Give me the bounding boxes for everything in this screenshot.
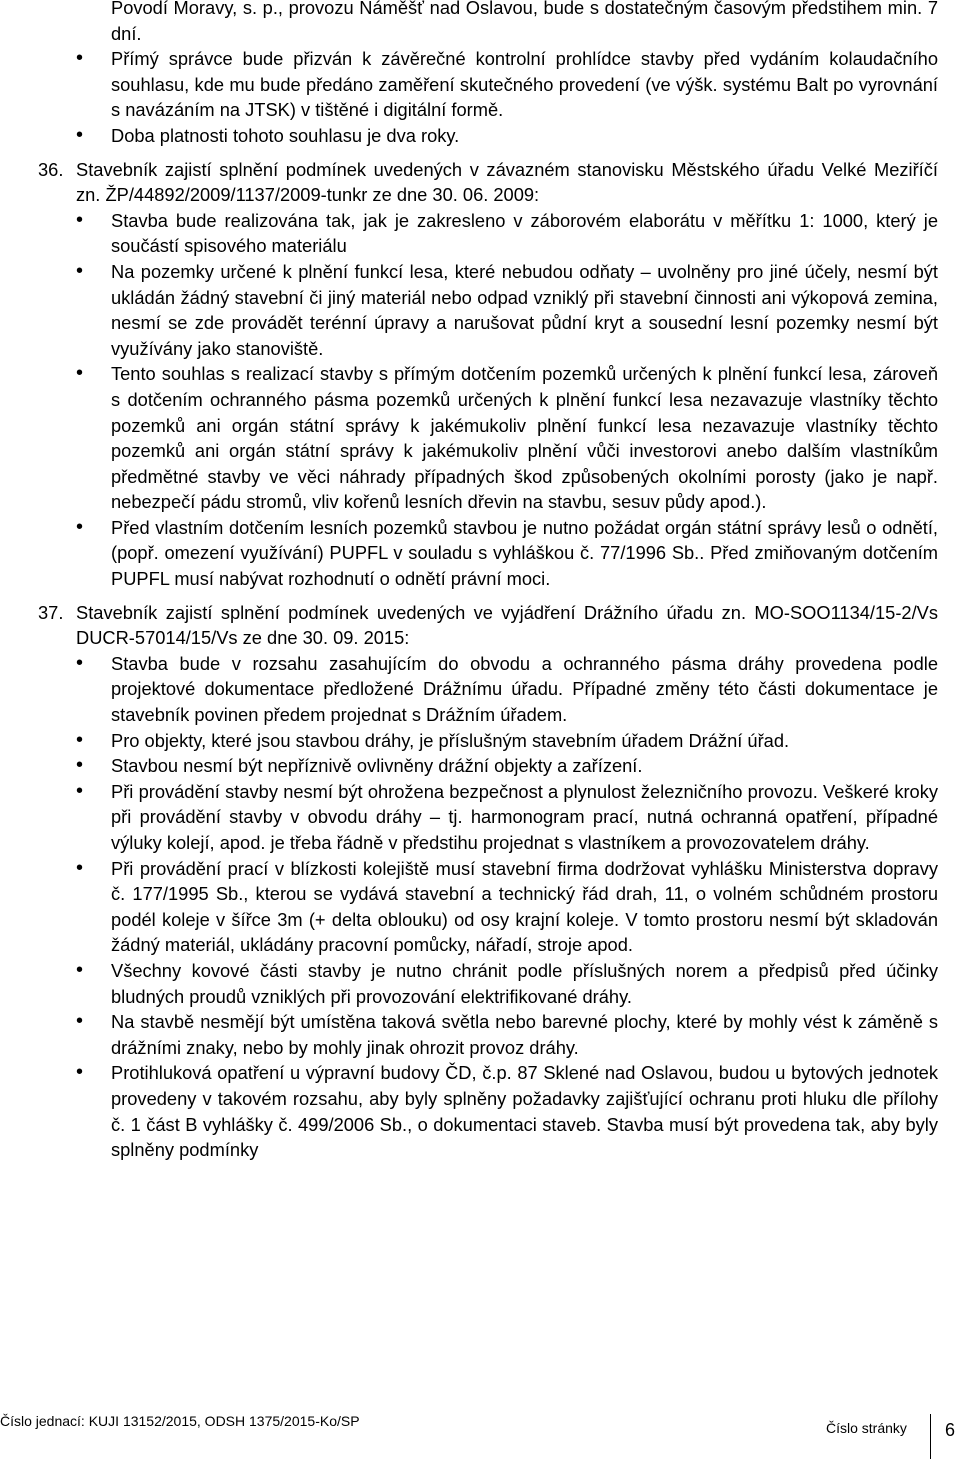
bullet-item: • Přímý správce bude přizván k závěrečné kontrolní prohlídce stavby před vydáním kolaudačního souhlasu, kde mu bude předáno zaměření skutečného provedení (ve výšk. systému Balt po vyrovnání s navázáním na JTSK) v tištěné i digitální formě. bbox=[38, 46, 938, 123]
footer-divider bbox=[930, 1414, 931, 1459]
condition-number: 37. bbox=[38, 601, 64, 623]
condition-number: 36. bbox=[38, 158, 64, 180]
bullet-item: • Na pozemky určené k plnění funkcí lesa, které nebudou odňaty – uvolněny pro jiné účely, nesmí být ukládán žádný stavební či jiný materiál nebo odpad vzniklý při stavební činnosti ani výkopová zemina, nesmí se zde provádět terénní úpravy a narušovat půdní kryt a sousední lesní pozemky nesmí být využívány jako stanoviště. bbox=[38, 259, 938, 361]
footer-page-label: Číslo stránky bbox=[826, 1420, 907, 1436]
bullet-item: • Pro objekty, které jsou stavbou dráhy, je příslušným stavebním úřadem Drážní úřad. bbox=[38, 728, 938, 754]
bullet-item: • Tento souhlas s realizací stavby s přímým dotčením pozemků určených k plnění funkcí lesa, zároveň s dotčením ochranného pásma pozemků určených k plnění funkcí lesa nezavazuje vlastníky těchto pozemků ani orgán státní správy k jakémukoliv plnění funkcí lesa nezavazuje vlastníky těchto pozemků ani orgán státní správy k jakémukoliv plnění vůči investorovi anebo dalším vlastníkům předmětné stavby ve věci náhrady případných škod způsobených okolními porosty (jako je např. nebezpečí pádu stromů, vliv kořenů lesních dřevin na stavbu, sesuv půdy apod.). bbox=[38, 361, 938, 515]
bullet-item: • Při provádění stavby nesmí být ohrožena bezpečnost a plynulost železničního provozu. Veškeré kroky při provádění stavby v obvodu dráhy – tj. harmonogram prací, nutná ochranná opatření, případné výluky kolejí, apod. je třeba řádně v předstihu projednat s vlastníkem a provozovatelem dráhy. bbox=[38, 779, 938, 856]
footer-reference: Číslo jednací: KUJI 13152/2015, ODSH 1375/2015-Ko/SP bbox=[0, 1413, 360, 1429]
intro-continuation bbox=[38, 0, 938, 46]
condition-text: Stavebník zajistí splnění podmínek uvedených v závazném stanovisku Městského úřadu Velké Meziříčí zn. ŽP/44892/2009/1137/2009-tunkr ze dne 30. 06. 2009: bbox=[76, 158, 938, 206]
bullet-item: • Stavba bude realizována tak, jak je zakresleno v záborovém elaborátu v měřítku 1: 1000, který je součástí spisového materiálu bbox=[38, 208, 938, 259]
bullet-item: • Stavba bude v rozsahu zasahujícím do obvodu a ochranného pásma dráhy provedena podle projektové dokumentace předložené Drážnímu úřadu. Případné změny této části dokumentace je stavebník povinen předem projednat s Drážním úřadem. bbox=[38, 651, 938, 728]
bullet-item: • Při provádění prací v blízkosti kolejiště musí stavební firma dodržovat vyhlášku Ministerstva dopravy č. 177/1995 Sb., kterou se vydává stavební a technický řád drah, 11, o volném schůdném prostoru podél koleje v šířce 3m (+ delta oblouku) od osy krajní koleje. V tomto prostoru nesmí být skladován žádný materiál, ukládány pracovní pomůcky, nářadí, stroje apod. bbox=[38, 856, 938, 958]
bullet-item: • Všechny kovové části stavby je nutno chránit podle příslušných norem a předpisů před účinky bludných proudů vzniklých při provozování elektrifikované dráhy. bbox=[38, 958, 938, 1009]
document-body bbox=[38, 0, 938, 1163]
condition-37 bbox=[38, 600, 938, 651]
condition-36 bbox=[38, 157, 938, 208]
intro-text: Povodí Moravy, s. p., provozu Náměšť nad Oslavou, bude s dostatečným časovým předstihem min. 7 dní. bbox=[111, 0, 938, 44]
condition-text: Stavebník zajistí splnění podmínek uvedených ve vyjádření Drážního úřadu zn. MO-SOO1134/15-2/Vs DUCR-57014/15/Vs ze dne 30. 09. 2015: bbox=[76, 601, 938, 649]
bullet-item: • Protihluková opatření u výpravní budovy ČD, č.p. 87 Sklené nad Oslavou, budou u bytových jednotek provedeny v takovém rozsahu, aby byly splněny požadavky zajišťující ochranu proti hluku dle přílohy č. 1 část B vyhlášky č. 499/2006 Sb., o dokumentaci staveb. Stavba musí být provedena tak, aby byly splněny podmínky bbox=[38, 1060, 938, 1162]
bullet-item: • Před vlastním dotčením lesních pozemků stavbou je nutno požádat orgán státní správy lesů o odnětí, (popř. omezení využívání) PUPFL v souladu s vyhláškou č. 77/1996 Sb.. Před zmiňovaným dotčením PUPFL musí nabývat rozhodnutí o odnětí právní moci. bbox=[38, 515, 938, 592]
bullet-item: • Doba platnosti tohoto souhlasu je dva roky. bbox=[38, 123, 938, 149]
bullet-item: • Na stavbě nesmějí být umístěna taková světla nebo barevné plochy, které by mohly vést k záměně s drážními znaky, nebo by mohly jinak ohrozit provoz dráhy. bbox=[38, 1009, 938, 1060]
bullet-item: • Stavbou nesmí být nepříznivě ovlivněny drážní objekty a zařízení. bbox=[38, 753, 938, 779]
page-number: 6 bbox=[945, 1420, 956, 1440]
